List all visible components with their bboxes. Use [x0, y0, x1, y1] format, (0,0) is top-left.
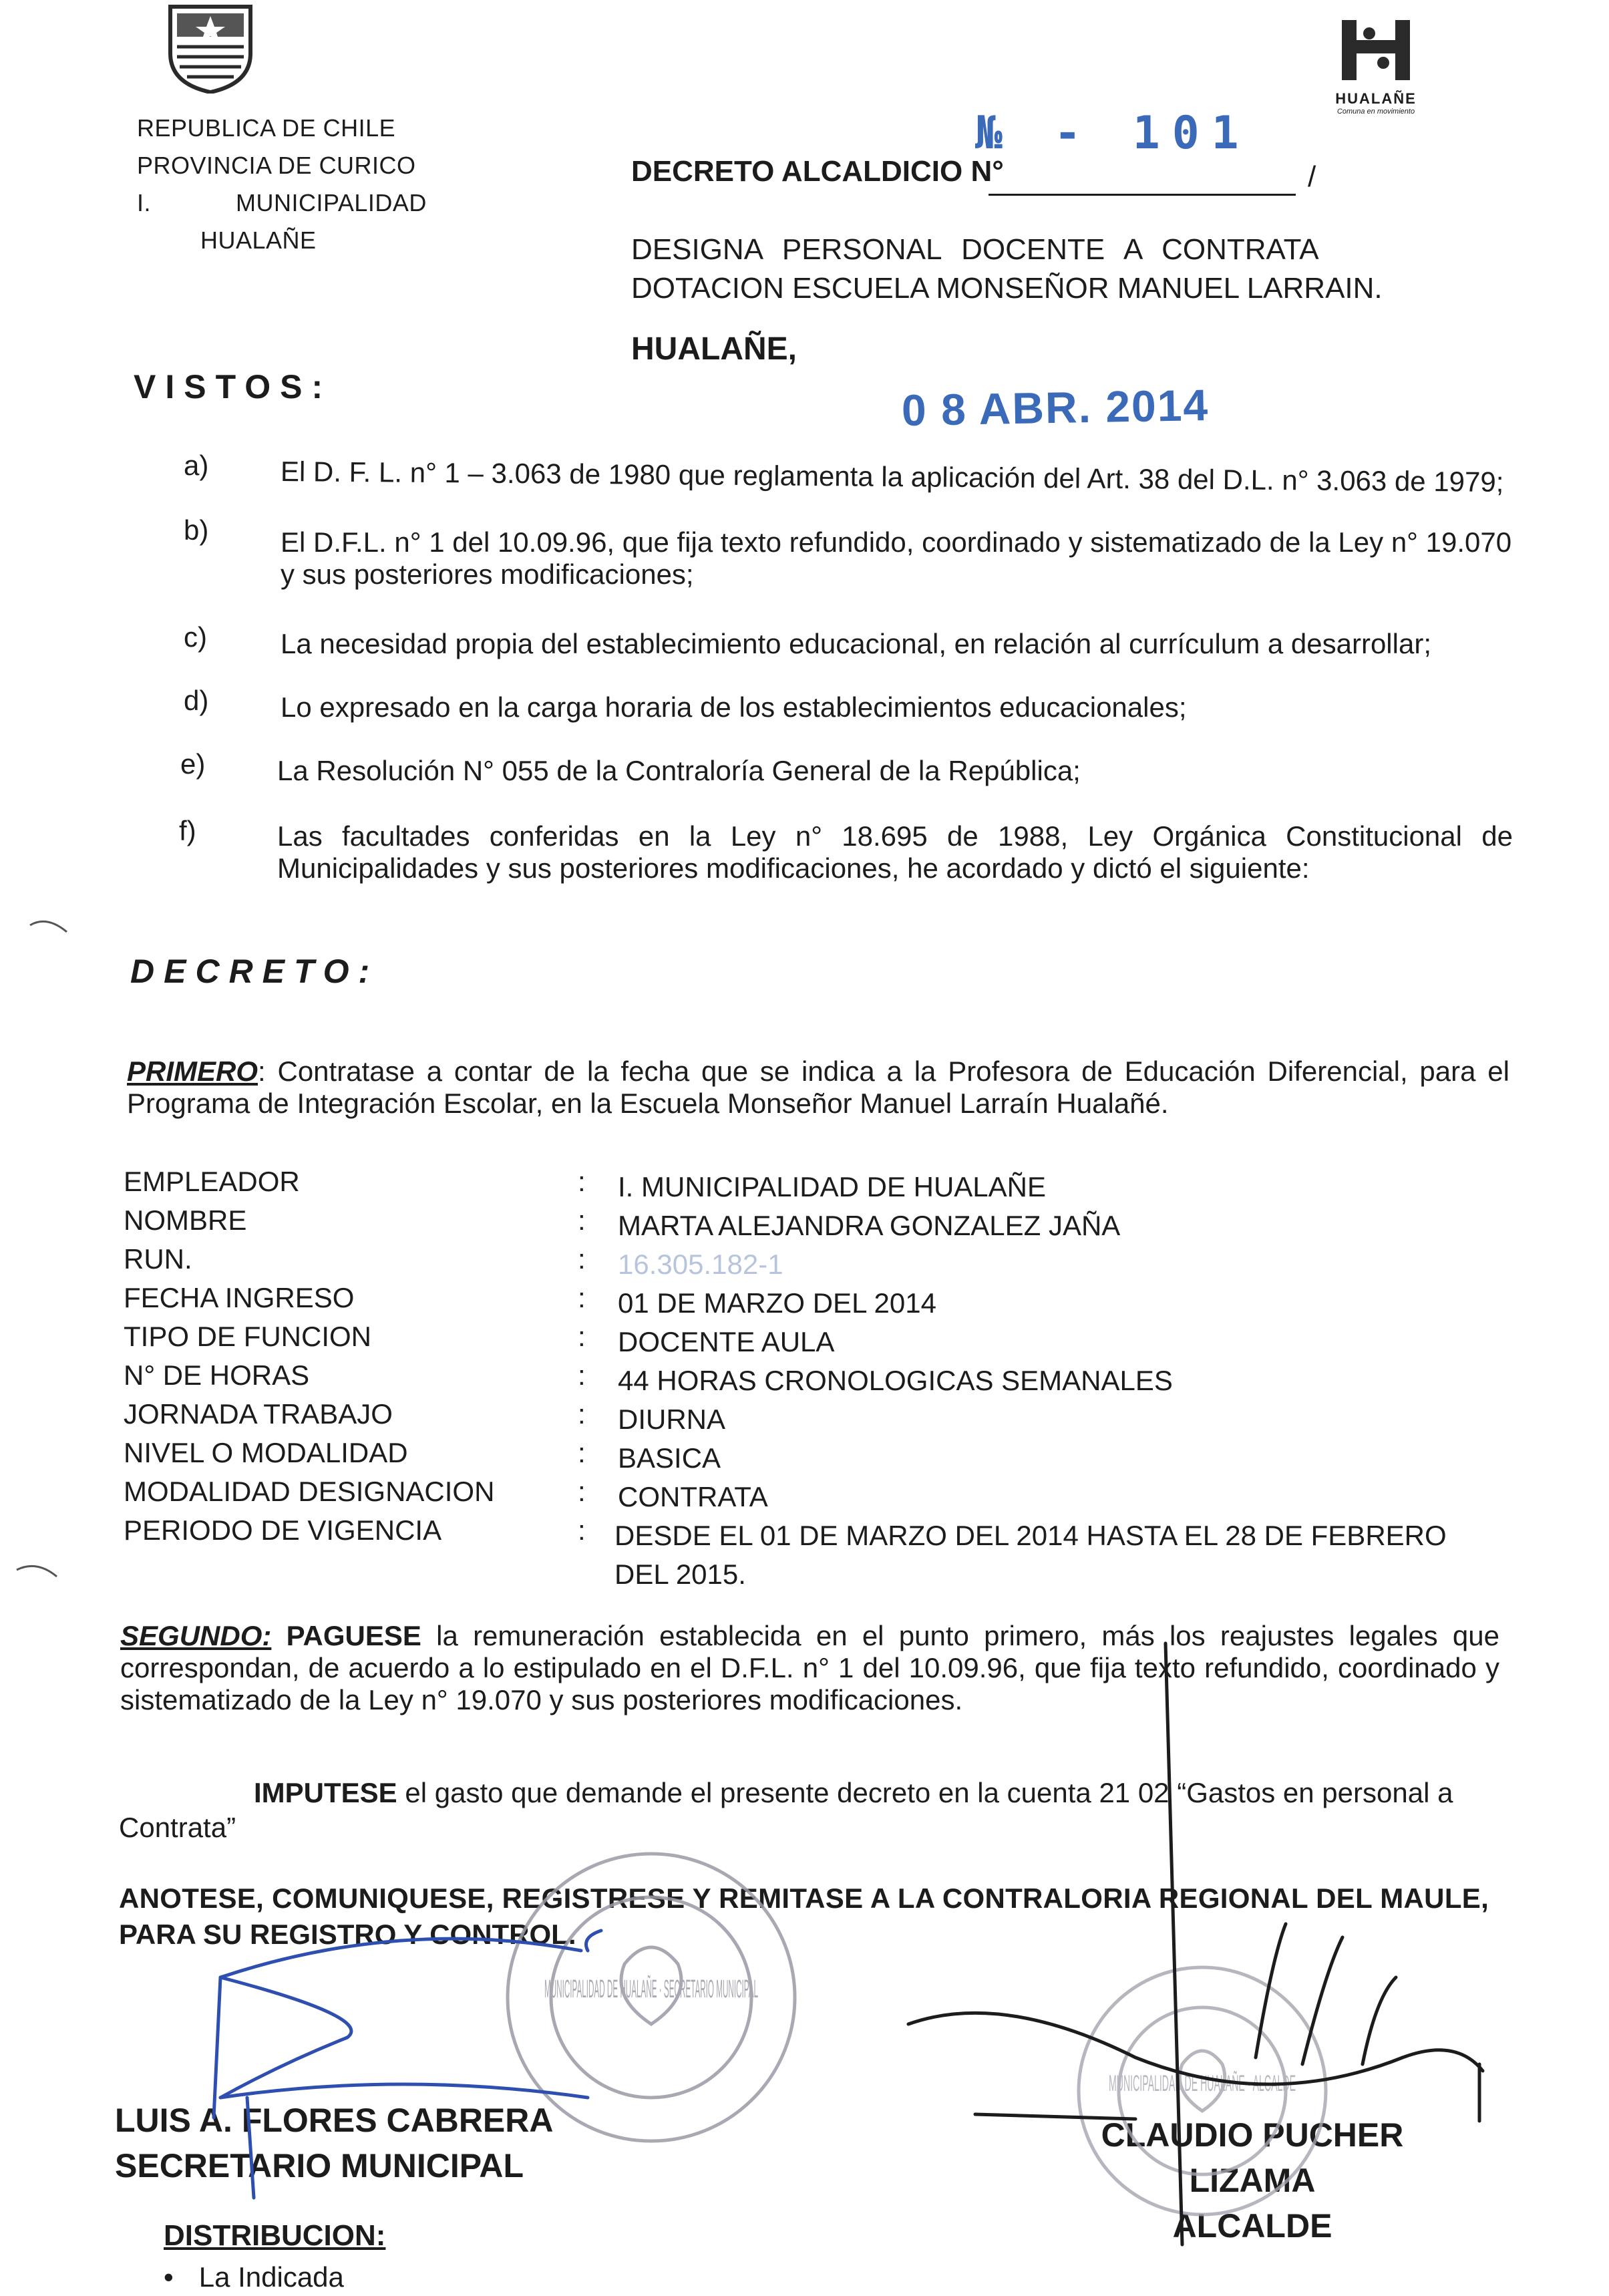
place: HUALAÑE,: [631, 331, 797, 367]
field-label-tipo-funcion: TIPO DE FUNCION: [124, 1321, 372, 1352]
decree-number-stamp: № - 101: [975, 107, 1251, 160]
vistos-title: VISTOS:: [134, 368, 333, 405]
vistos-letter-b: b): [184, 514, 209, 546]
vistos-letter-a: a): [184, 450, 209, 481]
field-value-nivel: BASICA: [618, 1442, 721, 1474]
closing-line2: PARA SU REGISTRO Y CONTROL.: [119, 1919, 576, 1950]
decree-number-slash: /: [1308, 160, 1316, 193]
vistos-letter-c: c): [184, 621, 207, 653]
header-line-provincia: PROVINCIA DE CURICO: [137, 152, 416, 179]
signer-right-title: ALCALDE: [1172, 2207, 1332, 2245]
vistos-letter-e: e): [180, 748, 206, 780]
field-label-empleador: EMPLEADOR: [124, 1166, 300, 1197]
vistos-letter-f: f): [179, 815, 196, 846]
primero-label: PRIMERO: [127, 1055, 258, 1087]
field-value-periodo: DESDE EL 01 DE MARZO DEL 2014 HASTA EL 28 DE FEBRERO: [614, 1520, 1447, 1551]
distribucion-item: La Indicada: [198, 2261, 344, 2293]
decree-subject-line2: DOTACION ESCUELA MONSEÑOR MANUEL LARRAIN.: [631, 272, 1383, 305]
decree-subject-line1: DESIGNA PERSONAL DOCENTE A CONTRATA: [631, 233, 1319, 266]
segundo-text: la remuneración establecida en el punto primero, más los reajustes legales que correspondan, de acuerdo a lo estipulado en el D.F.L. n° 1 del 10.09.96, que fija texto refundido, coordinado y sistematizado de la Ley n° 19.070 y sus posteriores modificaciones.: [120, 1620, 1499, 1715]
signature-left-stroke: [214, 1931, 601, 2198]
signer-left-title: SECRETARIO MUNICIPAL: [115, 2147, 524, 2184]
distribucion-list: [164, 2261, 344, 2293]
segundo-bold: PAGUESE: [286, 1620, 421, 1651]
closing-line1: ANOTESE, COMUNIQUESE, REGISTRESE Y REMITASE A LA CONTRALORIA REGIONAL DEL MAULE,: [119, 1882, 1489, 1914]
punch-hole-mark-top: [30, 921, 67, 932]
field-label-fecha-ingreso: FECHA INGRESO: [124, 1282, 355, 1313]
logo-tagline: Comuna en movimiento: [1336, 108, 1415, 116]
employee-fields: EMPLEADOR : I. MUNICIPALIDAD DE HUALAÑE NOMBRE : MARTA ALEJANDRA GONZALEZ JAÑA RUN. : 16.305.182-1 FECHA INGRESO : 01 DE MARZO DEL 2014 TIPO DE FUNCION : DOCENTE AULA N° DE HORAS : 44 HORAS CRONOLOGICAS SEMANALES JORNADA TRABAJO : DIURNA NIVEL O MODALIDAD : BASICA MODALIDAD DESIGNACION : CONTRATA PERIODO DE VIGENCIA : DESDE EL 01 DE MARZO DEL 2014 HASTA EL 28 DE FEBRERO DEL 2015.: [124, 1166, 1447, 1590]
primero-text: : Contratase a contar de la fecha que se indica a la Profesora de Educación Diferencial, para el Programa de Integración Escolar, en la Escuela Monseñor Manuel Larraín Hualañé.: [127, 1055, 1509, 1119]
vistos-item-e: La Resolución N° 055 de la Contraloría General de la República;: [277, 755, 1081, 786]
field-value-periodo-cont: DEL 2015.: [614, 1559, 746, 1590]
signer-left-name: LUIS A. FLORES CABRERA: [115, 2102, 554, 2139]
field-value-jornada: DIURNA: [618, 1404, 726, 1435]
field-value-modalidad: CONTRATA: [618, 1481, 768, 1512]
vistos-item-b: El D.F.L. n° 1 del 10.09.96, que fija texto refundido, coordinado y sistematizado de la Ley n° 19.070 y sus posteriores modificaciones;: [281, 526, 1512, 590]
field-value-nombre: MARTA ALEJANDRA GONZALEZ JAÑA: [618, 1210, 1121, 1241]
vistos-item-c: La necesidad propia del establecimiento educacional, en relación al currículum a desarrollar;: [281, 628, 1431, 659]
segundo-label: SEGUNDO:: [120, 1620, 272, 1651]
field-label-run: RUN.: [124, 1243, 192, 1275]
seal-right: [1079, 1967, 1326, 2215]
decree-label: DECRETO ALCALDICIO N°: [631, 155, 1004, 188]
vistos-letter-d: d): [184, 685, 209, 716]
field-label-jornada: JORNADA TRABAJO: [124, 1398, 393, 1430]
field-value-tipo-funcion: DOCENTE AULA: [618, 1326, 835, 1357]
vistos-item-d: Lo expresado en la carga horaria de los establecimientos educacionales;: [281, 691, 1187, 723]
bullet-icon: •: [164, 2261, 174, 2293]
field-label-nombre: NOMBRE: [124, 1204, 247, 1236]
header-line-i: I.: [137, 189, 152, 216]
imputese-text: el gasto que demande el presente decreto en la cuenta 21 02 “Gastos en personal a: [397, 1777, 1453, 1808]
signature-right-stroke: [908, 1643, 1483, 2245]
header-line-republica: REPUBLICA DE CHILE: [137, 114, 396, 142]
field-value-horas: 44 HORAS CRONOLOGICAS SEMANALES: [618, 1365, 1173, 1396]
logo-text: HUALAÑE: [1335, 90, 1417, 107]
seal-left-text: MUNICIPALIDAD DE HUALAÑE · SECRETARIO MUNICIPAL: [544, 1975, 1240, 2003]
decreto-title: DECRETO:: [130, 953, 379, 990]
field-value-run: 16.305.182-1: [618, 1249, 783, 1280]
vistos-item-a: El D. F. L. n° 1 – 3.063 de 1980 que reglamenta la aplicación del Art. 38 del D.L. n° 3.063 de 1979;: [280, 456, 1504, 498]
distribucion-title: DISTRIBUCION:: [164, 2219, 386, 2252]
seal-right-text: MUNICIPALIDAD DE HUALAÑE · ALCALDE: [1109, 2071, 1296, 2096]
field-label-modalidad: MODALIDAD DESIGNACION: [124, 1476, 495, 1507]
imputese-cont: Contrata”: [119, 1812, 236, 1843]
header-line-hualane: HUALAÑE: [200, 226, 317, 254]
field-label-periodo: PERIODO DE VIGENCIA: [124, 1514, 442, 1546]
signer-right-name: CLAUDIO PUCHER LIZAMA: [1101, 2116, 1404, 2199]
imputese-bold: IMPUTESE: [254, 1777, 397, 1808]
date-stamp: 0 8 ABR. 2014: [901, 379, 1210, 436]
punch-hole-mark-bottom: [17, 1566, 57, 1577]
field-value-fecha-ingreso: 01 DE MARZO DEL 2014: [618, 1287, 936, 1319]
header-line-municipalidad: MUNICIPALIDAD: [236, 189, 427, 216]
field-label-nivel: NIVEL O MODALIDAD: [124, 1437, 408, 1468]
field-label-horas: N° DE HORAS: [124, 1359, 310, 1391]
field-value-empleador: I. MUNICIPALIDAD DE HUALAÑE: [618, 1171, 1047, 1202]
vistos-item-f: Las facultades conferidas en la Ley n° 18.695 de 1988, Ley Orgánica Constitucional de Municipalidades y sus posteriores modificaciones, he acordado y dictó el siguiente:: [277, 820, 1513, 884]
